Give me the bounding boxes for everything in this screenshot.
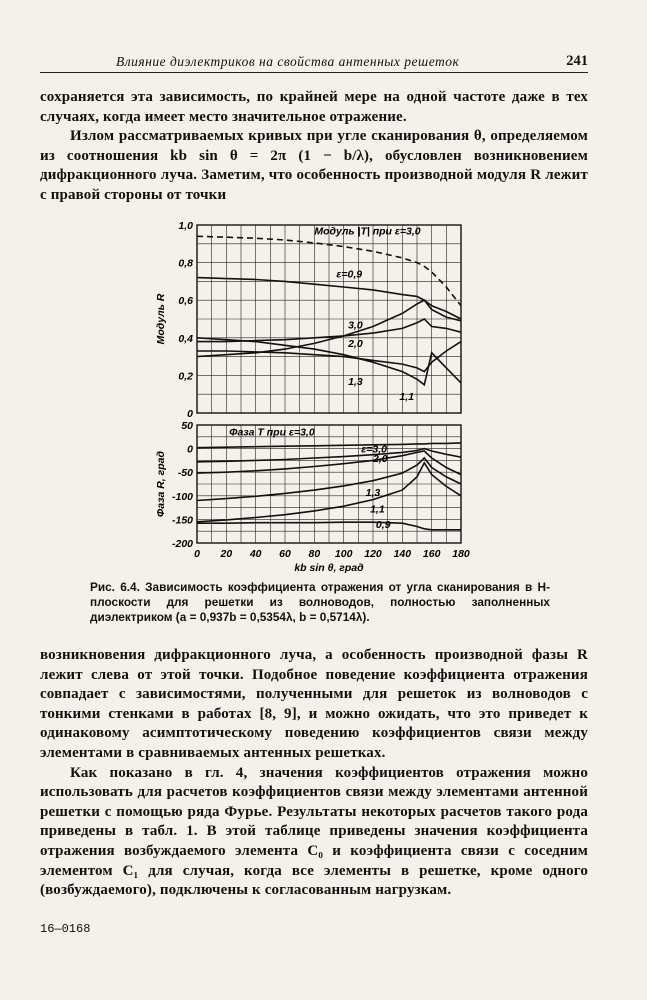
x-tick-label: 140: [393, 548, 412, 560]
y-tick-label: -100: [171, 490, 193, 503]
series-label: 1,1: [370, 503, 385, 516]
series-label: 3,0: [348, 319, 363, 332]
y-tick-label: 50: [181, 420, 193, 432]
series-label: Модуль |T| при ε=3,0: [314, 225, 421, 238]
running-header: [40, 50, 588, 73]
y-tick-label: -150: [171, 514, 193, 527]
phase-chart: [155, 420, 470, 574]
x-tick-label: 180: [452, 548, 470, 560]
page-number: 241: [566, 53, 588, 69]
y-tick-label: 0,8: [178, 257, 193, 270]
y-tick-label: 0,6: [178, 295, 193, 308]
body-text-top: [40, 88, 588, 206]
paragraph: сохраняется эта зависимость, по крайней мере на одной частоте даже в тех случаях, когда имеет место значительное отражение.: [40, 89, 588, 125]
y-tick-label: 0,2: [178, 370, 193, 383]
signature-mark: 16—0168: [40, 922, 91, 936]
paragraph: Излом рассматриваемых кривых при угле сканирования θ, определяемом из соотношения kb sin θ = 2π (1 − b/λ), обусловлен возникновением дифракционного луча. Заметим, что особенность производной модуля R лежит с правой стороны от точки: [40, 128, 588, 203]
x-tick-label: 80: [308, 548, 321, 560]
series-label: 0,9: [375, 518, 391, 531]
x-tick-label: 60: [279, 548, 291, 560]
x-axis-label: kb sin θ, град: [294, 562, 364, 574]
y-tick-label: -50: [177, 467, 193, 480]
paragraph: Как показано в гл. 4, значения коэффициентов отражения можно использовать для расчетов коэффициентов связи между элементами антенной решетки с помощью ряда Фурье. Результаты некоторых расчетов такого рода приведены в табл. 1. В этой таблице приведены значения коэффициента отражения возбуждаемого элемента C₀ и коэффициента связи с соседним элементом C₁ для случая, когда все элементы в решетке, кроме одного (возбуждаемого), подключены к согласованным нагрузкам.: [40, 764, 588, 899]
x-tick-label: 120: [364, 548, 382, 560]
series-label: 1,3: [365, 486, 381, 499]
x-tick-label: 20: [220, 548, 233, 560]
series-label: ε=3,0: [361, 443, 388, 456]
series-label: 2,0: [348, 338, 363, 351]
y-tick-label: 1,0: [178, 220, 193, 232]
running-title: Влияние диэлектриков на свойства антенных решеток: [116, 54, 460, 69]
y-tick-label: 0,4: [178, 332, 193, 345]
body-text-bottom: [40, 646, 588, 901]
x-tick-label: 0: [194, 548, 200, 560]
series-label: Фаза T при ε=3,0: [229, 426, 315, 439]
series-label: 1,1: [399, 390, 415, 403]
x-tick-label: 100: [334, 548, 353, 560]
series-label: 2,0: [373, 452, 388, 465]
y-tick-label: 0: [187, 443, 193, 456]
x-tick-label: 40: [249, 548, 262, 560]
y-axis-label: Модуль R: [155, 293, 167, 345]
paragraph: возникновения дифракционного луча, а особенность производной фазы R лежит слева от этой точки. Подобное поведение коэффициента отражения совпадает с зависимостями, полученными для решеток из волноводов с тонкими стенками в работах [8, 9], и можно ожидать, что это приведет к одинаковому асимптотическому поведению коэффициентов связи между элементами в сравниваемых антенных решетках.: [40, 647, 588, 761]
y-axis-label: Фаза R, град: [155, 451, 167, 517]
figure-caption: Рис. 6.4. Зависимость коэффициента отражения от угла сканирования в H-плоскости для решетки из волноводов, полностью заполненных диэлектриком (a = 0,937b = 0,5354λ, b = 0,5714λ).: [90, 580, 550, 624]
modulus-chart: [155, 220, 461, 420]
series-label: 1,3: [348, 375, 363, 388]
x-tick-label: 160: [422, 548, 441, 560]
series-label: ε=0,9: [336, 268, 363, 281]
y-tick-label: 0: [187, 408, 193, 420]
figure-6-4: [150, 210, 480, 575]
y-tick-label: -200: [171, 538, 193, 550]
